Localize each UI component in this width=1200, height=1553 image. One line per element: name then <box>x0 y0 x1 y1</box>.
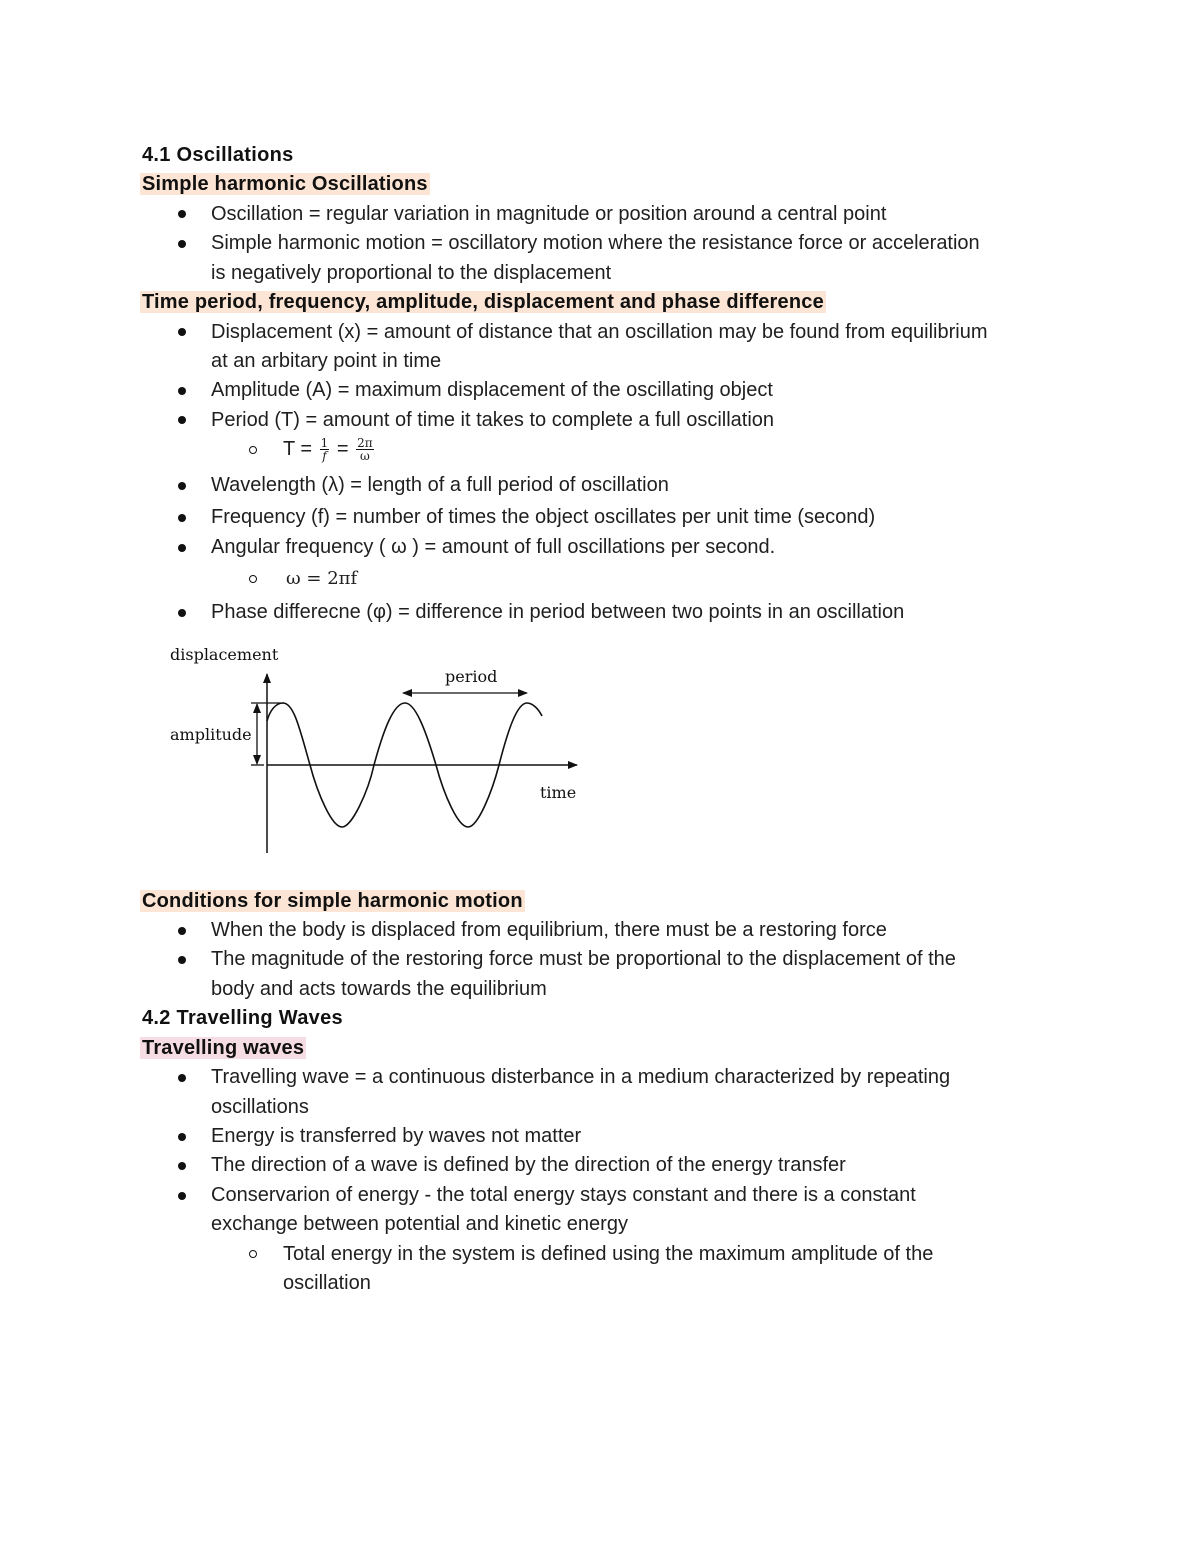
bullet-dot <box>178 1074 186 1082</box>
subheading-conditions <box>142 886 525 916</box>
sub-list-item-continuation: oscillation <box>283 1272 371 1294</box>
list-item: Period (T) = amount of time it takes to complete a full oscillation <box>211 409 775 431</box>
bullet-dot <box>178 210 186 218</box>
period-label: period <box>445 667 498 686</box>
subheading-travelling-waves <box>142 1033 306 1063</box>
sub-bullet-ring <box>249 1250 257 1258</box>
bullet-dot <box>178 416 186 424</box>
bullet-dot <box>178 482 186 490</box>
list-item-continuation: exchange between potential and kinetic energy <box>211 1213 628 1235</box>
bullet-dot <box>178 609 186 617</box>
list-item-continuation: body and acts towards the equilibrium <box>211 978 547 1000</box>
subheading-text: Conditions for simple harmonic motion <box>142 890 523 912</box>
amplitude-label: amplitude <box>170 725 252 744</box>
section-title-oscillations: 4.1 Oscillations <box>142 144 294 166</box>
fraction-numerator: 2π <box>357 436 373 451</box>
bullet-dot <box>178 514 186 522</box>
bullet-dot <box>178 956 186 964</box>
list-item: Travelling wave = a continuous disterbance in a medium characterized by repeating <box>211 1066 951 1088</box>
list-item: Phase differecne (φ) = difference in period between two points in an oscillation <box>211 601 905 623</box>
bullet-dot <box>178 240 186 248</box>
fraction-one-over-f <box>320 437 330 462</box>
bullet-dot <box>178 544 186 552</box>
list-item-continuation: is negatively proportional to the displacement <box>211 262 612 284</box>
list-item: The magnitude of the restoring force must be proportional to the displacement of the <box>211 948 956 970</box>
angular-formula: ω = 2πf <box>286 568 358 589</box>
fraction-denominator: ω <box>359 449 370 464</box>
bullet-dot <box>178 1192 186 1200</box>
list-item: When the body is displaced from equilibrium, there must be a restoring force <box>211 919 887 941</box>
section-title-travelling-waves: 4.2 Travelling Waves <box>142 1007 343 1029</box>
period-formula <box>283 434 376 464</box>
list-item: Conservarion of energy - the total energy stays constant and there is a constant <box>211 1184 916 1206</box>
list-item: Angular frequency ( ω ) = amount of full oscillations per second. <box>211 536 776 558</box>
bullet-dot <box>178 328 186 336</box>
formula-lhs: T = <box>283 438 313 460</box>
list-item: Energy is transferred by waves not matter <box>211 1125 582 1147</box>
subheading-time-period <box>142 287 826 317</box>
bullet-dot <box>178 1162 186 1170</box>
subheading-text: Time period, frequency, amplitude, displacement and phase difference <box>142 291 824 313</box>
list-item: Displacement (x) = amount of distance that an oscillation may be found from equilibrium <box>211 321 988 343</box>
formula-equals: = <box>336 438 349 460</box>
sub-bullet-ring <box>249 446 257 454</box>
list-item: Simple harmonic motion = oscillatory motion where the resistance force or acceleration <box>211 232 980 254</box>
fraction-denominator: f <box>322 449 327 464</box>
bullet-dot <box>178 387 186 395</box>
subheading-text: Simple harmonic Oscillations <box>142 173 428 195</box>
subheading-text: Travelling waves <box>142 1037 305 1059</box>
list-item: Frequency (f) = number of times the object oscillates per unit time (second) <box>211 506 876 528</box>
list-item: Oscillation = regular variation in magnitude or position around a central point <box>211 203 887 225</box>
bullet-dot <box>178 1133 186 1141</box>
fraction-two-pi-over-omega <box>356 437 374 462</box>
sub-list-item: Total energy in the system is defined using the maximum amplitude of the <box>283 1243 934 1265</box>
sub-bullet-ring <box>249 575 257 583</box>
y-axis-label: displacement <box>170 645 279 664</box>
list-item-continuation: at an arbitary point in time <box>211 350 442 372</box>
list-item: The direction of a wave is defined by the direction of the energy transfer <box>211 1154 846 1176</box>
list-item: Amplitude (A) = maximum displacement of the oscillating object <box>211 379 773 401</box>
list-item-continuation: oscillations <box>211 1096 309 1118</box>
oscillation-diagram <box>160 640 590 860</box>
x-axis-label: time <box>540 783 577 802</box>
subheading-simple-harmonic <box>142 169 430 199</box>
fraction-numerator: 1 <box>320 436 329 451</box>
bullet-dot <box>178 927 186 935</box>
list-item: Wavelength (λ) = length of a full period of oscillation <box>211 474 669 496</box>
